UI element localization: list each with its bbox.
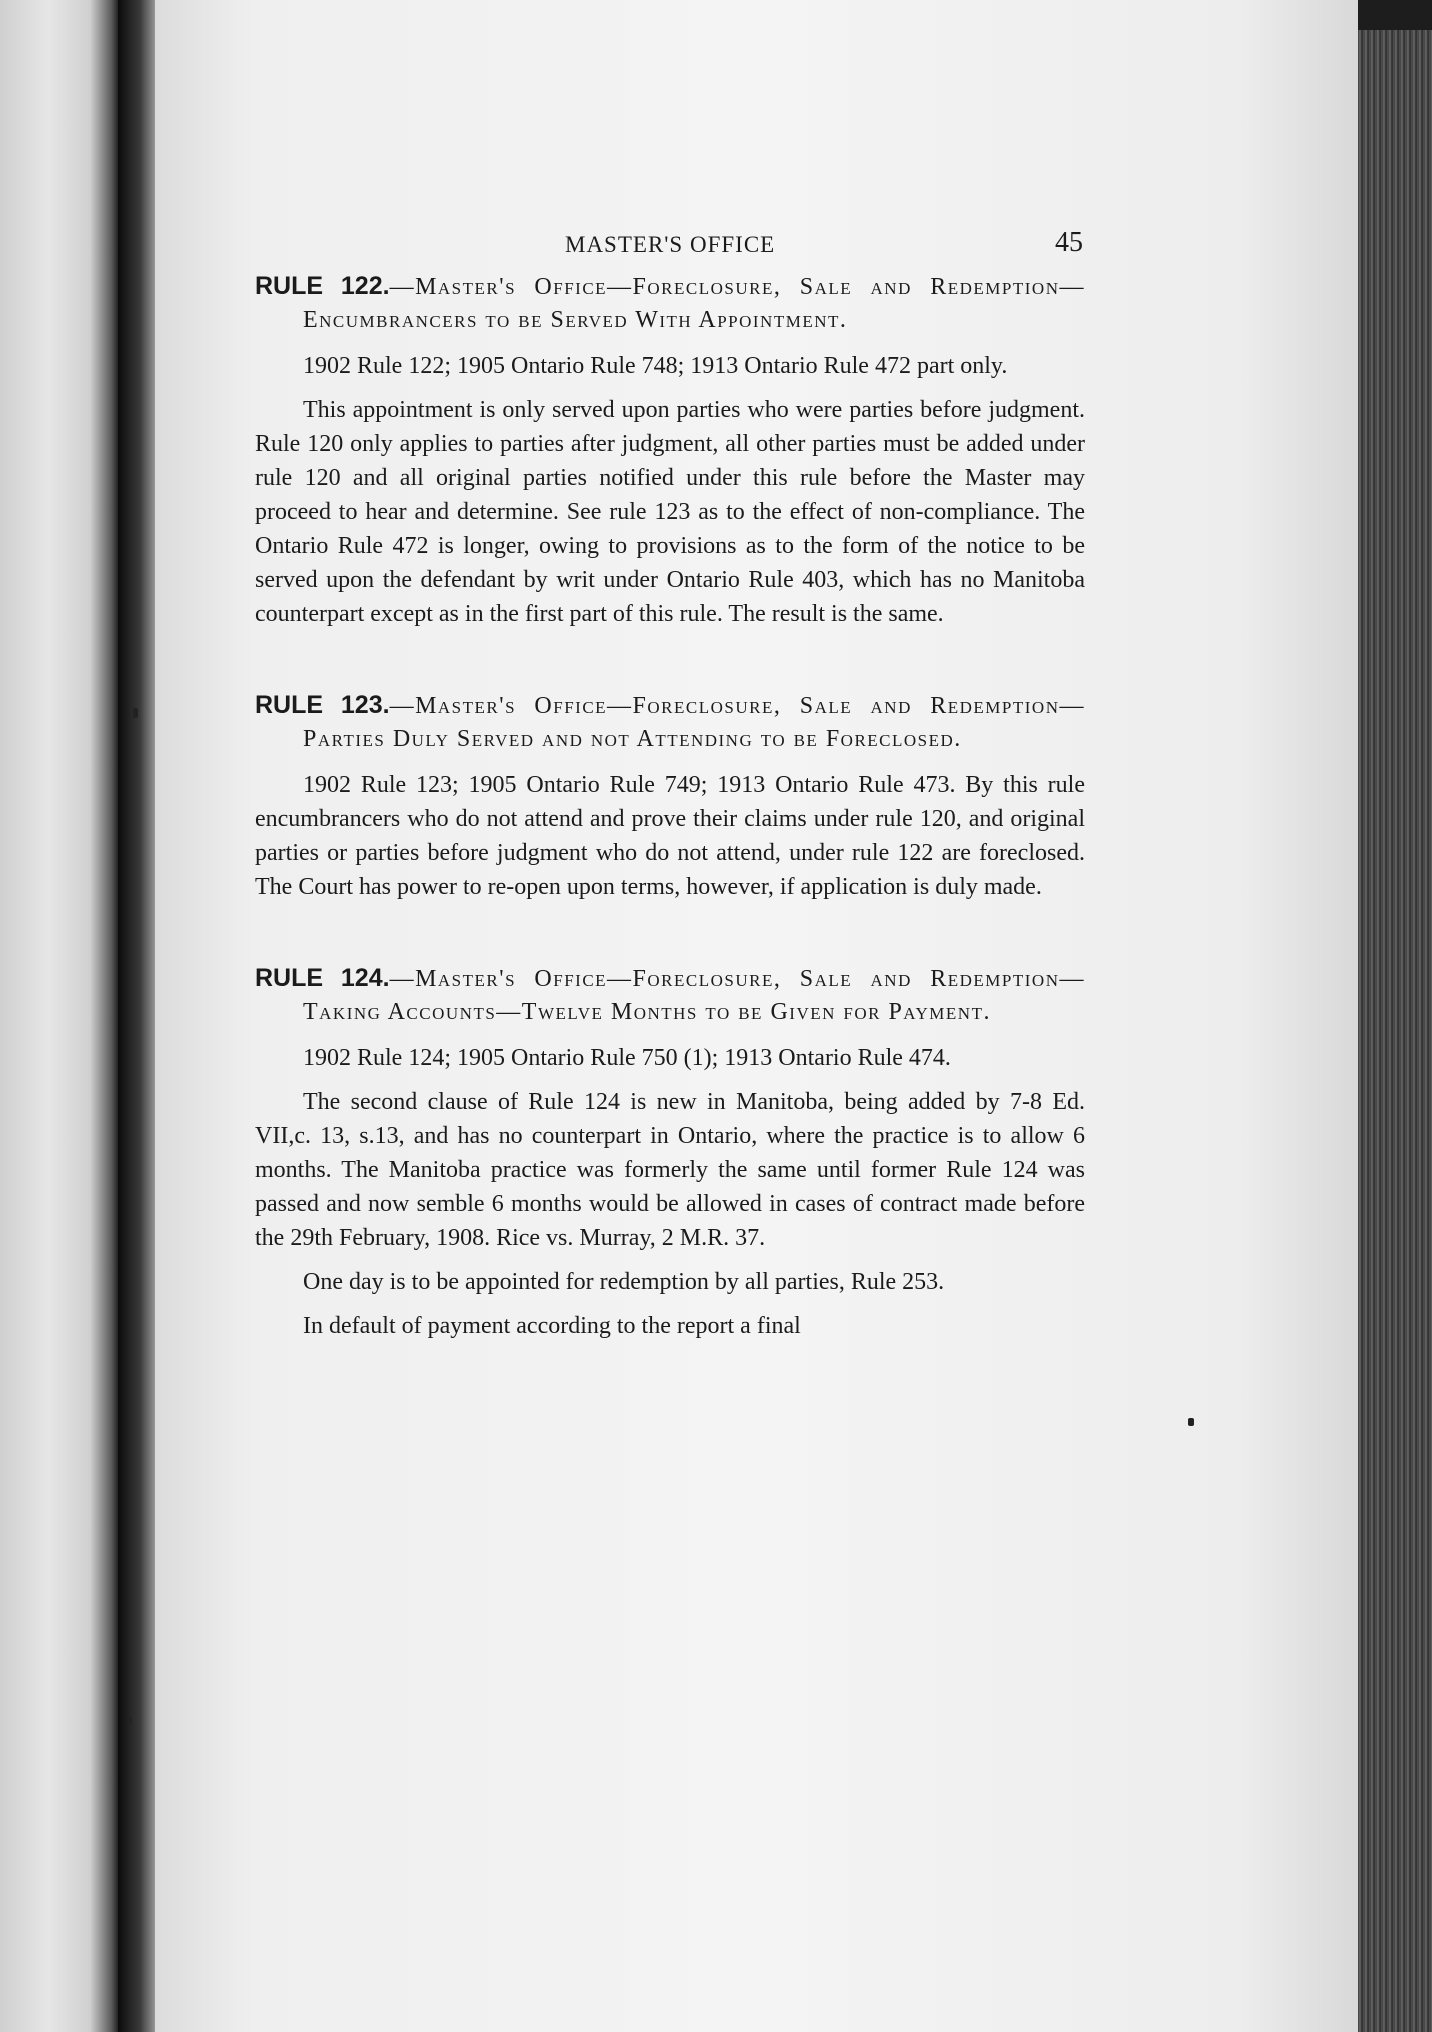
rule-number: RULE 124. (255, 964, 390, 992)
rule-title: —Master's Office—Foreclosure, Sale and Redemption—Encumbrancers to be Served With Appointment. (303, 274, 1085, 333)
rule-paragraph: 1902 Rule 123; 1905 Ontario Rule 749; 1913 Ontario Rule 473. By this rule encumbrancers who do not attend and prove their claims under rule 120, and original parties or parties before judgment who do not attend, under rule 122 are foreclosed. The Court has power to re-open upon terms, however, if application is duly made. (255, 772, 1085, 900)
rule-paragraph: One day is to be appointed for redemption by all parties, Rule 253. (303, 1269, 945, 1295)
rule-title: —Master's Office—Foreclosure, Sale and Redemption—Parties Duly Served and not Attending to be Foreclosed. (303, 693, 1085, 752)
rule-paragraph: 1902 Rule 122; 1905 Ontario Rule 748; 1913 Ontario Rule 472 part only. (303, 353, 1008, 379)
rule-section (255, 689, 1085, 904)
running-head: MASTER'S OFFICE (565, 232, 776, 257)
rule-paragraph: The second clause of Rule 124 is new in Manitoba, being added by 7-8 Ed. VII,c. 13, s.13, and has no counterpart in Ontario, where the practice is to allow 6 months. The Manitoba practice was formerly the same until former Rule 124 was passed and now semble 6 months would be allowed in cases of contract made before the 29th February, 1908. Rice vs. Murray, 2 M.R. 37. (255, 1089, 1085, 1251)
facing-page-edge (0, 0, 120, 2032)
page-stack-edge (1358, 30, 1432, 2032)
rule-number: RULE 123. (255, 691, 390, 719)
page-number: 45 (1055, 227, 1083, 258)
rule-heading (255, 270, 1085, 337)
rule-paragraph: 1902 Rule 124; 1905 Ontario Rule 750 (1); 1913 Ontario Rule 474. (303, 1045, 951, 1071)
margin-mark (128, 1718, 132, 1724)
rule-heading (255, 962, 1085, 1029)
page-edge-top (1358, 0, 1432, 30)
margin-mark (133, 708, 138, 718)
rule-paragraph: In default of payment according to the report a final (303, 1313, 801, 1339)
rule-number: RULE 122. (255, 272, 390, 300)
rule-paragraph: This appointment is only served upon parties who were parties before judgment. Rule 120 only applies to parties after judgment, all other parties must be added under rule 120 and all original parties notified under this rule before the Master may proceed to hear and determine. See rule 123 as to the effect of non-compliance. The Ontario Rule 472 is longer, owing to provisions as to the form of the notice to be served upon the defendant by writ under Ontario Rule 403, which has no Manitoba counterpart except as in the first part of this rule. The result is the same. (255, 397, 1085, 627)
rule-section (255, 962, 1085, 1343)
rule-heading (255, 689, 1085, 756)
page-header (255, 220, 1085, 270)
margin-mark (1188, 1418, 1194, 1426)
page-content (255, 220, 1085, 1343)
rule-section (255, 270, 1085, 631)
rule-title: —Master's Office—Foreclosure, Sale and Redemption—Taking Accounts—Twelve Months to be Given for Payment. (303, 966, 1085, 1025)
book-gutter (118, 0, 158, 2032)
